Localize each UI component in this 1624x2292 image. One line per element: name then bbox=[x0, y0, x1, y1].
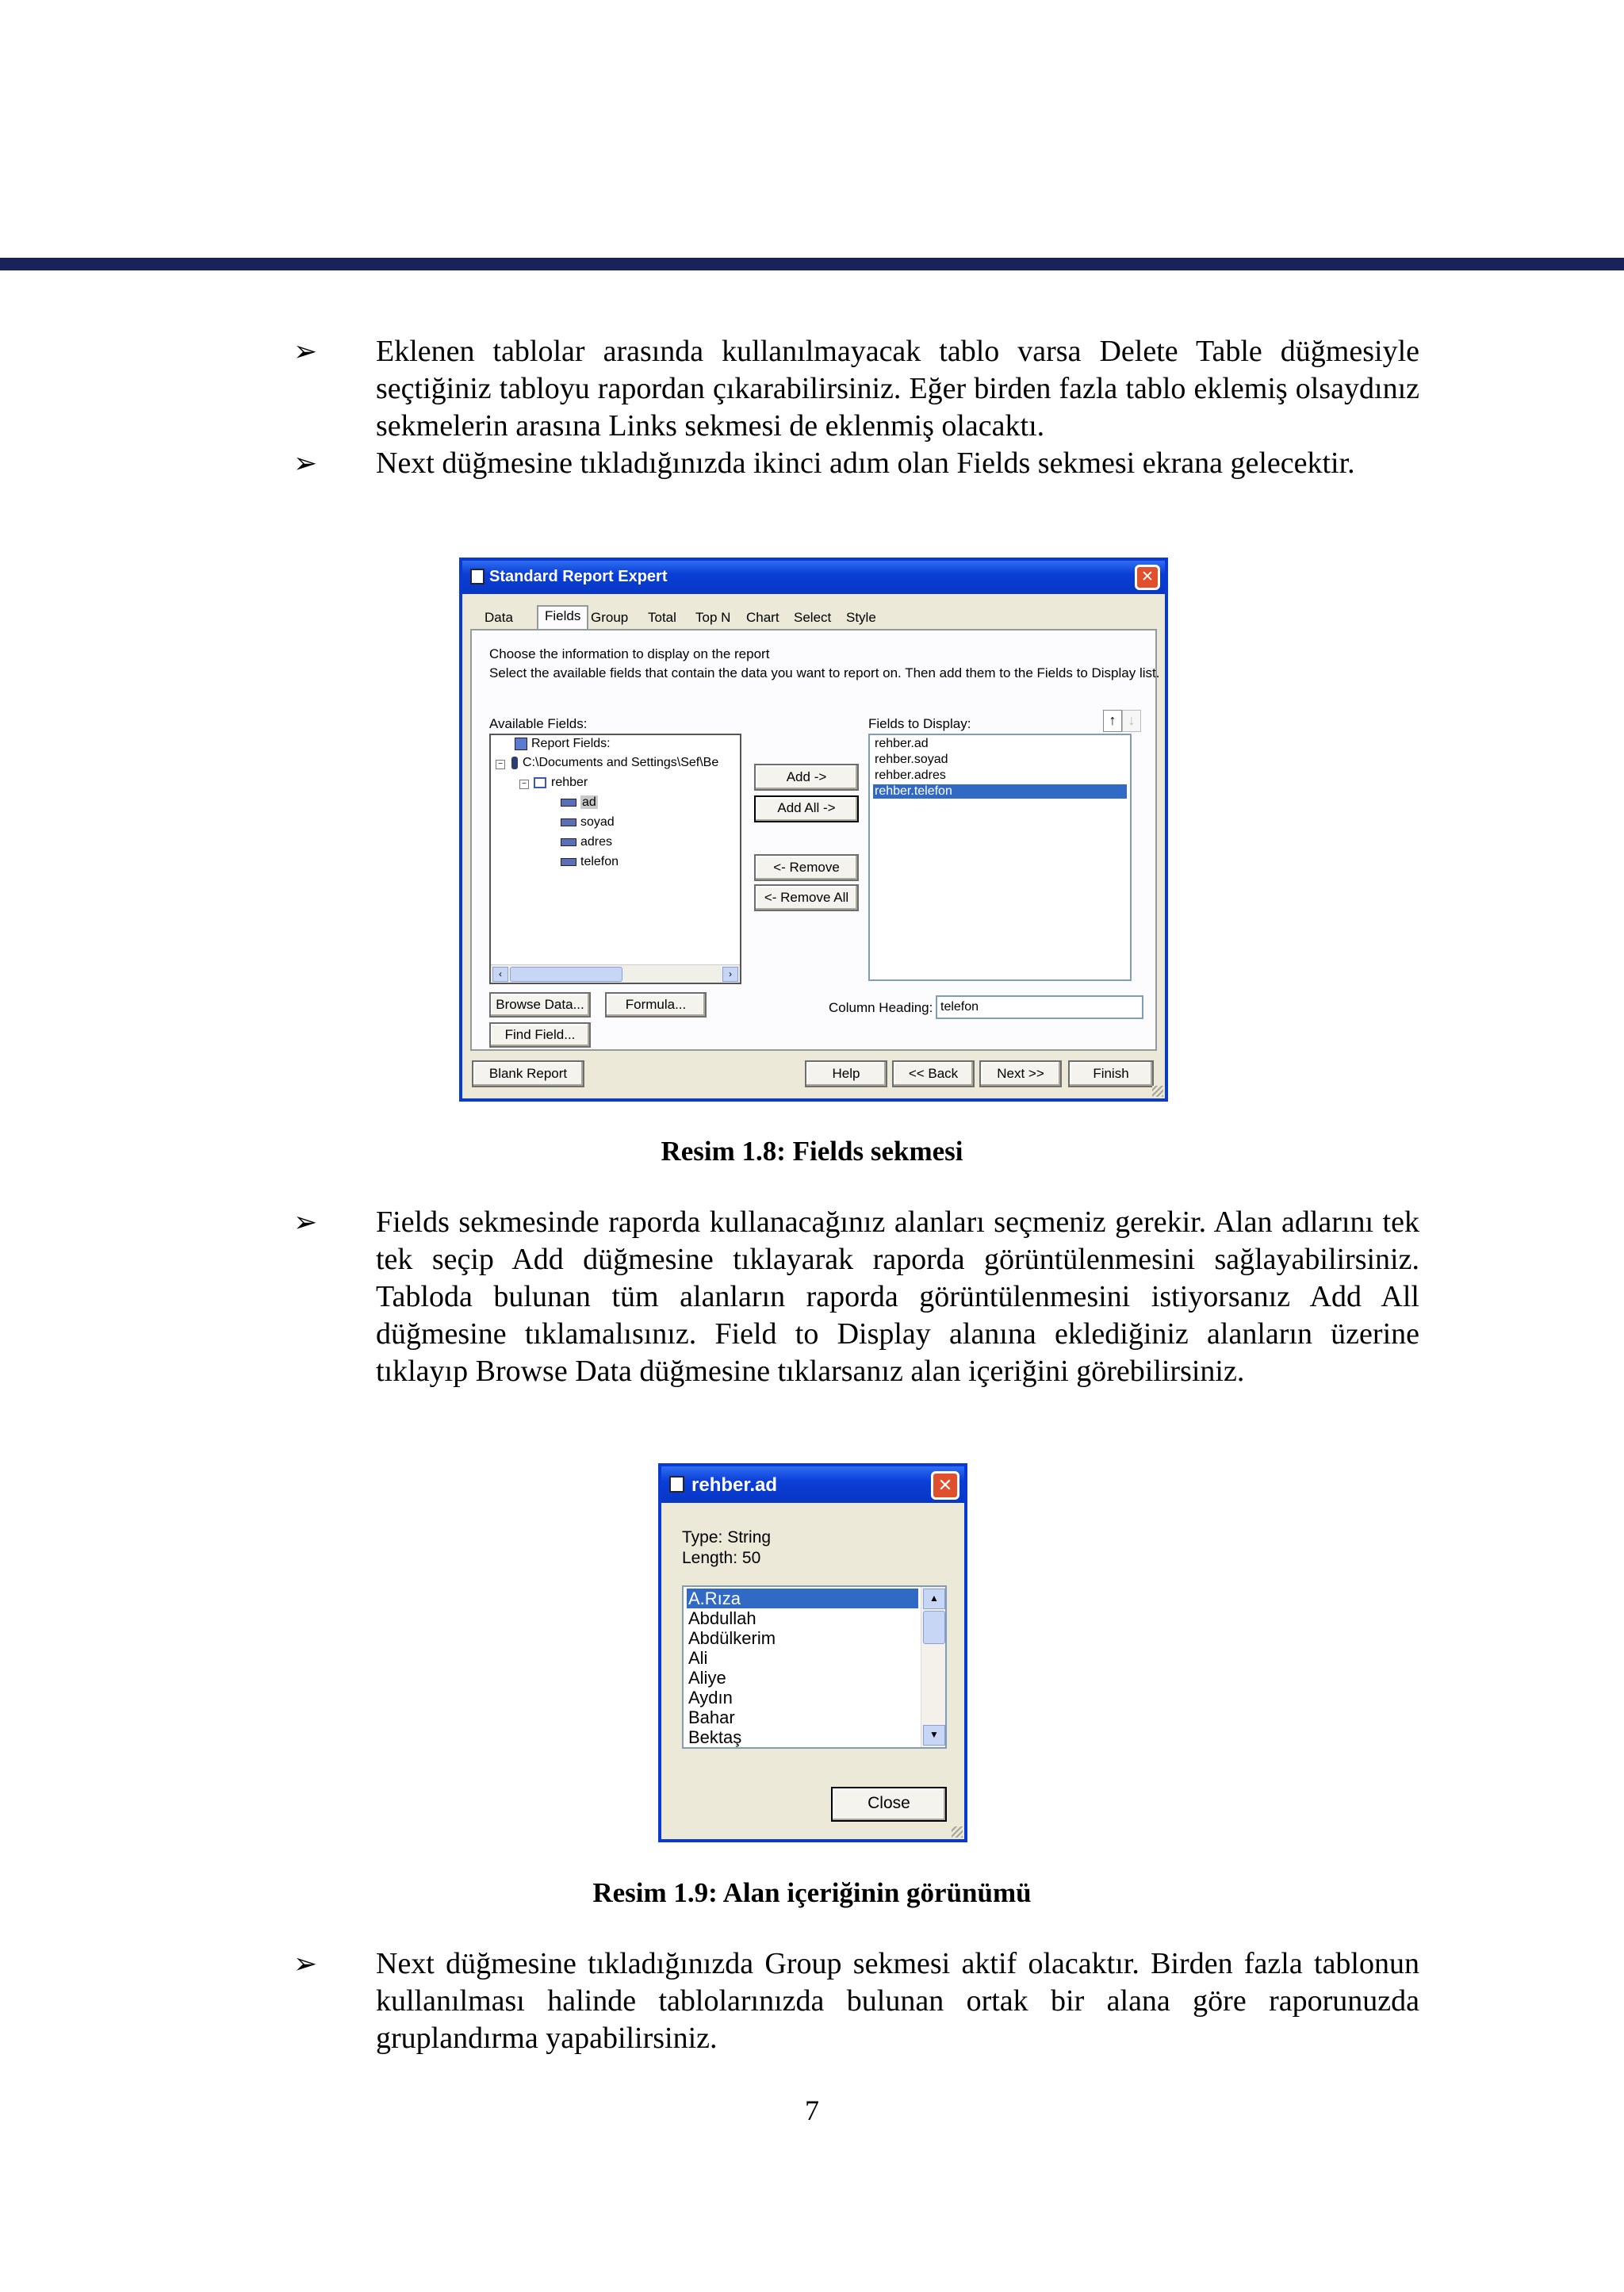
move-down-icon[interactable]: ↓ bbox=[1122, 710, 1141, 732]
column-heading-value: telefon bbox=[940, 1000, 979, 1014]
list-item[interactable]: Bahar bbox=[688, 1708, 735, 1727]
resize-grip-icon[interactable] bbox=[952, 1826, 963, 1838]
add-all-button[interactable]: Add All -> bbox=[754, 795, 859, 822]
window-icon bbox=[669, 1476, 684, 1493]
bullet-arrow-icon: ➢ bbox=[293, 1948, 318, 1980]
tab-top-n[interactable]: Top N bbox=[695, 610, 731, 625]
title-bar bbox=[462, 561, 1165, 594]
paragraph-text: Next düğmesine tıkladığınızda Group sekmesi aktif olacaktır. Birden fazla tablonun kullanılması halinde tablolarınızda bulunan ortak bir alana göre raporunuzda gruplandırma yapabilirsiniz. bbox=[376, 1947, 1419, 2055]
back-button[interactable]: << Back bbox=[892, 1060, 975, 1087]
scroll-thumb[interactable] bbox=[923, 1611, 945, 1644]
browse-data-dialog bbox=[658, 1463, 967, 1842]
field-name: ad bbox=[582, 795, 596, 809]
vertical-scrollbar[interactable] bbox=[921, 1587, 945, 1747]
available-fields-tree[interactable] bbox=[489, 734, 741, 984]
field-name: soyad bbox=[580, 815, 615, 829]
paragraph-text: Fields sekmesinde raporda kullanacağınız alanları seçmeniz gerekir. Alan adlarını tek tek seçip Add düğmesine tıklayarak raporda görüntülenmesini sağlayabilirsiniz. Tabloda bulunan tüm alanların raporda görüntülenmesini istiyorsanız Add All düğmesine tıklamalısınız. Field to Display alanına eklediğiniz alanların üzerine tıklayıp Browse Data düğmesine tıklarsanız alan içeriğini görebilirsiniz. bbox=[376, 1205, 1419, 1388]
field-icon bbox=[561, 858, 576, 866]
table-name: rehber bbox=[551, 776, 588, 789]
tab-style[interactable]: Style bbox=[846, 610, 876, 625]
bullet-item bbox=[293, 445, 1419, 482]
finish-button[interactable]: Finish bbox=[1068, 1060, 1154, 1087]
tab-data[interactable]: Data bbox=[485, 610, 513, 625]
figure-caption: Resim 1.8: Fields sekmesi bbox=[661, 1136, 963, 1167]
bullet-list-top bbox=[293, 333, 1419, 482]
field-name: telefon bbox=[580, 855, 619, 868]
bullet-arrow-icon: ➢ bbox=[293, 1206, 318, 1239]
collapse-icon[interactable]: − bbox=[496, 760, 505, 769]
database-path: C:\Documents and Settings\Sef\Be bbox=[523, 756, 719, 769]
available-fields-label: Available Fields: bbox=[489, 716, 588, 731]
tree-root[interactable] bbox=[515, 737, 611, 751]
paragraph-text: Next düğmesine tıkladığınızda ikinci adım olan Fields sekmesi ekrana gelecektir. bbox=[376, 447, 1355, 480]
next-button[interactable]: Next >> bbox=[979, 1060, 1062, 1087]
type-label: Type: String bbox=[682, 1528, 772, 1547]
blank-report-button[interactable]: Blank Report bbox=[472, 1060, 584, 1087]
table-icon bbox=[534, 777, 546, 788]
add-button[interactable]: Add -> bbox=[754, 764, 859, 791]
move-up-icon[interactable]: ↑ bbox=[1103, 710, 1122, 732]
column-heading-label: Column Heading: bbox=[829, 1000, 933, 1015]
field-icon bbox=[561, 818, 576, 826]
scroll-right-icon[interactable]: › bbox=[722, 967, 738, 982]
list-item[interactable]: Bektaş bbox=[688, 1727, 742, 1747]
tab-group[interactable]: Group bbox=[591, 610, 629, 625]
close-icon[interactable]: ✕ bbox=[931, 1471, 959, 1500]
list-item[interactable]: Abdülkerim bbox=[688, 1628, 776, 1648]
fields-panel bbox=[470, 629, 1160, 1051]
tree-field-adres[interactable] bbox=[561, 835, 612, 849]
scroll-left-icon[interactable]: ‹ bbox=[492, 967, 508, 982]
field-icon bbox=[561, 838, 576, 846]
fields-to-display-list[interactable] bbox=[868, 734, 1132, 981]
formula-button[interactable]: Formula... bbox=[605, 992, 707, 1018]
tree-database-node[interactable] bbox=[496, 756, 718, 770]
window-icon bbox=[470, 569, 485, 584]
field-name: adres bbox=[580, 835, 613, 849]
tab-strip bbox=[470, 605, 1160, 629]
bullet-arrow-icon: ➢ bbox=[293, 335, 318, 368]
paragraph-text: Eklenen tablolar arasında kullanılmayacak tablo varsa Delete Table düğmesiyle seçtiğiniz tabloyu rapordan çıkarabilirsiniz. Eğer birden fazla tablo eklemiş olsaydınız sekmelerin arasına Links sekmesi de eklenmiş olacaktı. bbox=[376, 335, 1419, 443]
tab-chart[interactable]: Chart bbox=[746, 610, 779, 625]
bullet-item bbox=[293, 1204, 1419, 1390]
list-item[interactable]: rehber.soyad bbox=[875, 753, 948, 766]
standard-report-expert-dialog bbox=[459, 558, 1168, 1102]
tree-field-telefon[interactable] bbox=[561, 855, 619, 869]
tab-select[interactable]: Select bbox=[794, 610, 832, 625]
tree-field-ad[interactable] bbox=[561, 795, 598, 810]
resize-grip-icon[interactable] bbox=[1152, 1086, 1163, 1097]
column-heading-input[interactable] bbox=[936, 995, 1143, 1019]
browse-data-button[interactable]: Browse Data... bbox=[489, 992, 591, 1018]
list-item[interactable]: Aliye bbox=[688, 1668, 726, 1688]
list-item[interactable]: rehber.adres bbox=[875, 768, 946, 782]
database-icon bbox=[511, 757, 518, 769]
scroll-thumb[interactable] bbox=[510, 967, 622, 982]
page-number: 7 bbox=[805, 2095, 819, 2126]
horizontal-scrollbar[interactable] bbox=[491, 964, 740, 983]
tree-root-label: Report Fields: bbox=[531, 737, 611, 750]
list-item[interactable]: Ali bbox=[688, 1648, 708, 1668]
bullet-arrow-icon: ➢ bbox=[293, 447, 318, 480]
tab-total[interactable]: Total bbox=[648, 610, 676, 625]
length-label: Length: 50 bbox=[682, 1549, 761, 1567]
instruction-text: Select the available fields that contain the data you want to report on. Then add them to the Fields to Display list. bbox=[489, 665, 1160, 680]
list-item[interactable]: Abdullah bbox=[688, 1608, 756, 1628]
find-field-button[interactable]: Find Field... bbox=[489, 1022, 591, 1048]
list-item[interactable]: Aydın bbox=[688, 1688, 733, 1708]
close-icon[interactable]: ✕ bbox=[1135, 565, 1160, 590]
window-title: rehber.ad bbox=[691, 1474, 778, 1496]
tab-fields[interactable]: Fields bbox=[537, 605, 588, 630]
help-button[interactable]: Help bbox=[805, 1060, 887, 1087]
bullet-list-middle bbox=[293, 1204, 1419, 1390]
remove-all-button[interactable]: <- Remove All bbox=[754, 884, 859, 911]
bullet-item bbox=[293, 1945, 1419, 2057]
field-values-list[interactable] bbox=[682, 1585, 947, 1749]
fields-to-display-label: Fields to Display: bbox=[868, 716, 971, 731]
scroll-up-icon[interactable]: ▲ bbox=[923, 1589, 945, 1609]
remove-button[interactable]: <- Remove bbox=[754, 854, 859, 881]
bullet-item bbox=[293, 333, 1419, 445]
close-button[interactable]: Close bbox=[831, 1787, 947, 1822]
collapse-icon[interactable]: − bbox=[519, 780, 529, 789]
tree-field-soyad[interactable] bbox=[561, 815, 615, 830]
window-title: Standard Report Expert bbox=[489, 568, 668, 585]
list-item-selected[interactable]: rehber.telefon bbox=[873, 784, 1127, 799]
tree-table-node[interactable] bbox=[519, 776, 588, 790]
header-rule bbox=[0, 258, 1624, 270]
field-icon bbox=[561, 799, 576, 807]
title-bar bbox=[661, 1466, 964, 1503]
list-item[interactable]: rehber.ad bbox=[875, 737, 929, 750]
figure-caption: Resim 1.9: Alan içeriğinin görünümü bbox=[592, 1877, 1032, 1908]
bullet-list-bottom bbox=[293, 1945, 1419, 2057]
list-item-selected[interactable]: A.Rıza bbox=[687, 1589, 918, 1608]
report-fields-icon bbox=[515, 738, 527, 750]
instruction-heading: Choose the information to display on the report bbox=[489, 646, 770, 661]
scroll-down-icon[interactable]: ▼ bbox=[923, 1725, 945, 1746]
